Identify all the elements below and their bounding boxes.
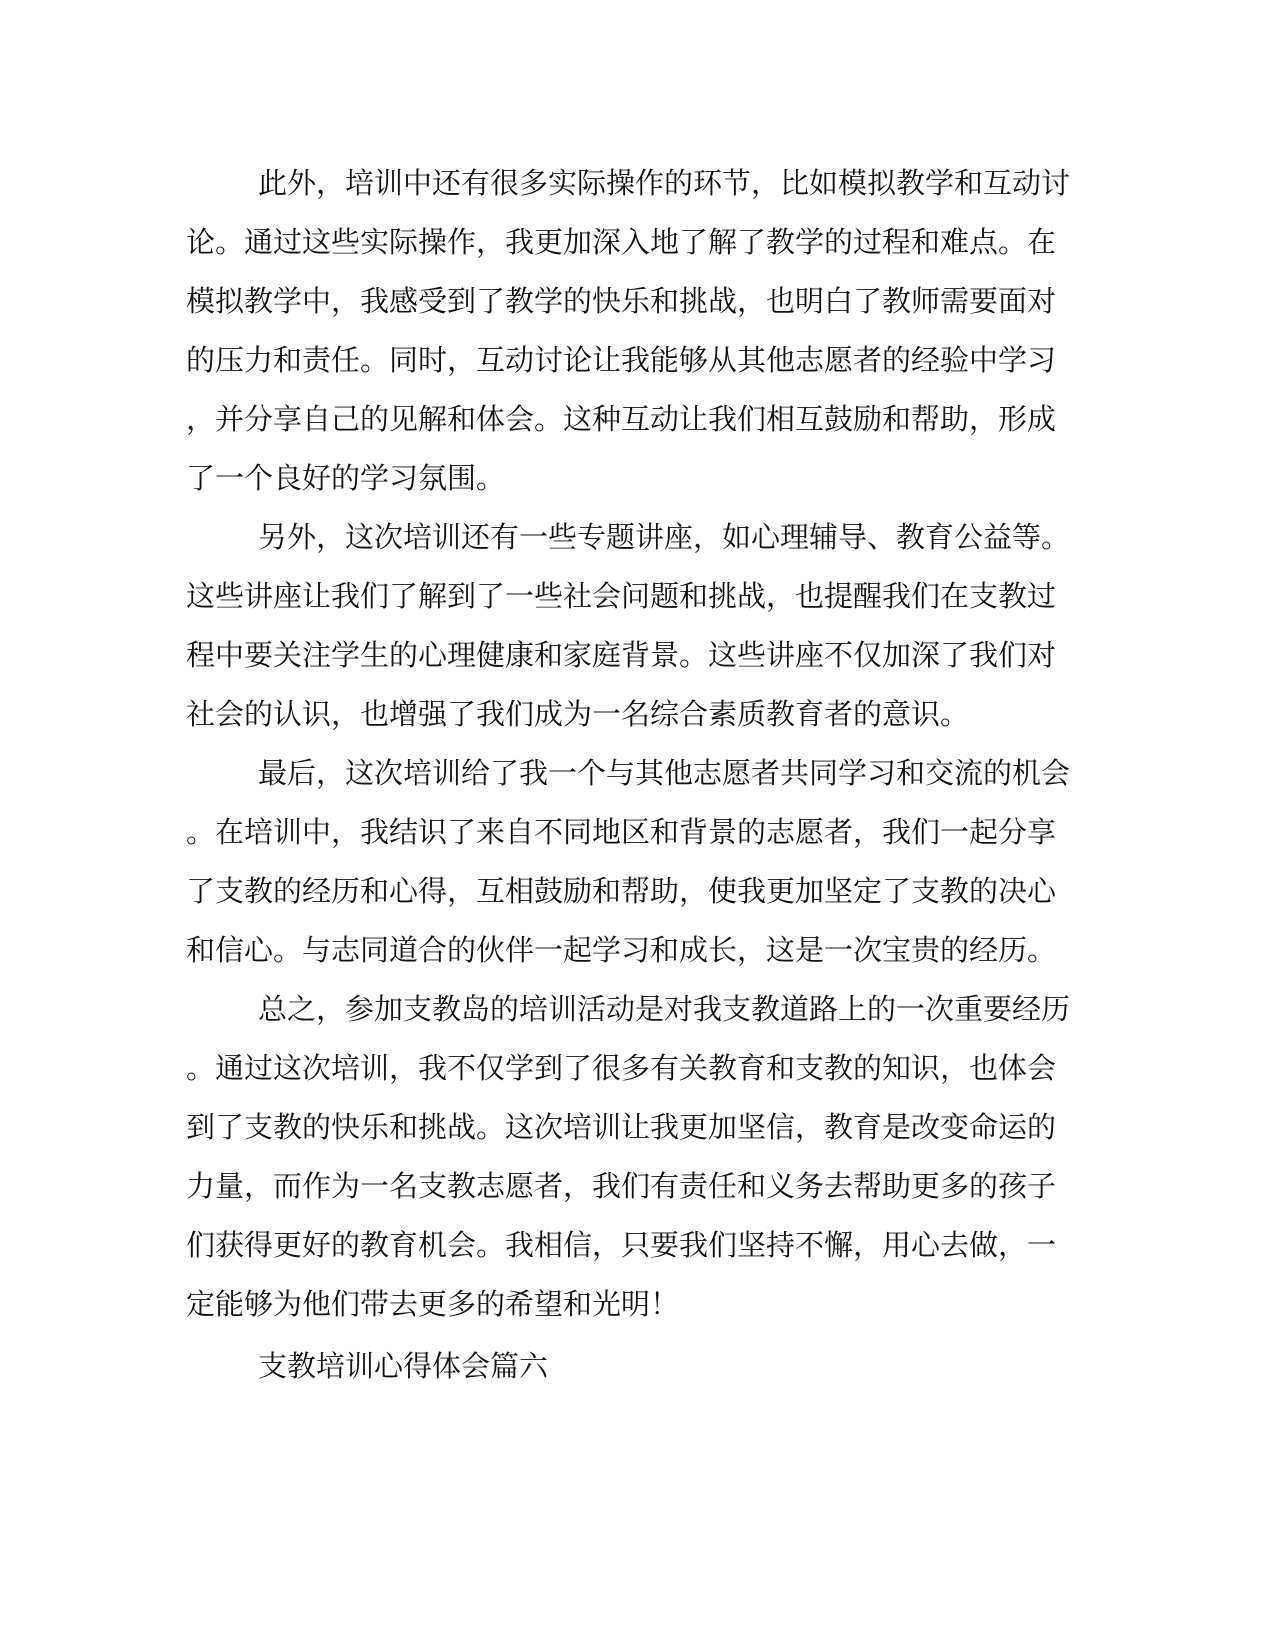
text-line: 定能够为他们带去更多的希望和光明！ xyxy=(186,1287,680,1321)
text-line: 和信心。与志同道合的伙伴一起学习和成长，这是一次宝贵的经历。 xyxy=(186,933,1057,967)
text-line: 的压力和责任。同时，互动讨论让我能够从其他志愿者的经验中学习 xyxy=(186,343,1057,377)
text-line: 最后，这次培训给了我一个与其他志愿者共同学习和交流的机会 xyxy=(258,756,1071,790)
text-line: 论。通过这些实际操作，我更加深入地了解了教学的过程和难点。在 xyxy=(186,225,1057,259)
text-line: 了支教的经历和心得，互相鼓励和帮助，使我更加坚定了支教的决心 xyxy=(186,874,1057,908)
text-line: 社会的认识，也增强了我们成为一名综合素质教育者的意识。 xyxy=(186,697,970,731)
text-line: 们获得更好的教育机会。我相信，只要我们坚持不懈，用心去做，一 xyxy=(186,1228,1057,1262)
text-line: 此外，培训中还有很多实际操作的环节，比如模拟教学和互动讨 xyxy=(258,166,1071,200)
text-line: 这些讲座让我们了解到了一些社会问题和挑战，也提醒我们在支教过 xyxy=(186,579,1057,613)
text-line: 程中要关注学生的心理健康和家庭背景。这些讲座不仅加深了我们对 xyxy=(186,638,1057,672)
text-line: 。在培训中，我结识了来自不同地区和背景的志愿者，我们一起分享 xyxy=(186,815,1057,849)
text-line: 另外，这次培训还有一些专题讲座，如心理辅导、教育公益等。 xyxy=(258,520,1071,554)
text-line: 模拟教学中，我感受到了教学的快乐和挑战，也明白了教师需要面对 xyxy=(186,284,1057,318)
text-line: 了一个良好的学习氛围。 xyxy=(186,461,506,495)
text-line: 力量，而作为一名支教志愿者，我们有责任和义务去帮助更多的孩子 xyxy=(186,1169,1057,1203)
text-line: 到了支教的快乐和挑战。这次培训让我更加坚信，教育是改变命运的 xyxy=(186,1110,1057,1144)
text-line: ，并分享自己的见解和体会。这种互动让我们相互鼓励和帮助，形成 xyxy=(186,402,1057,436)
section-heading: 支教培训心得体会篇六 xyxy=(258,1349,549,1383)
text-line: 总之，参加支教岛的培训活动是对我支教道路上的一次重要经历 xyxy=(258,992,1071,1026)
text-line: 。通过这次培训，我不仅学到了很多有关教育和支教的知识，也体会 xyxy=(186,1051,1057,1085)
